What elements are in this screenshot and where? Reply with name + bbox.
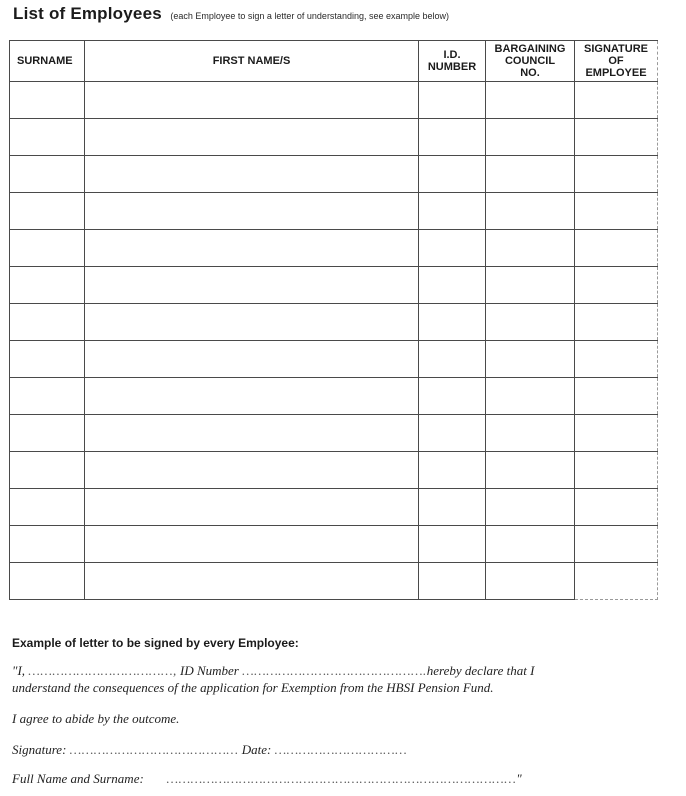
id-number-cell <box>419 526 486 563</box>
header-signature-of-employee: SIGNATURE OF EMPLOYEE <box>575 41 658 82</box>
bargaining-council-cell <box>486 230 575 267</box>
id-number-blank: ………………………………………. <box>242 663 427 678</box>
bargaining-council-cell <box>486 82 575 119</box>
first-names-cell <box>85 452 419 489</box>
first-names-cell <box>85 378 419 415</box>
signature-blank: …………………………………… <box>69 742 239 757</box>
first-names-cell <box>85 82 419 119</box>
id-number-cell <box>419 156 486 193</box>
surname-cell <box>10 119 85 156</box>
id-number-cell <box>419 119 486 156</box>
bargaining-council-cell <box>486 378 575 415</box>
bargaining-council-cell <box>486 415 575 452</box>
id-number-cell <box>419 415 486 452</box>
first-names-cell <box>85 526 419 563</box>
full-name-line: Full Name and Surname: ……………………………………………………………………………" <box>12 771 522 786</box>
signature-cell <box>575 563 658 600</box>
surname-cell <box>10 304 85 341</box>
surname-cell <box>10 230 85 267</box>
signature-cell <box>575 341 658 378</box>
table-row <box>10 563 658 600</box>
signature-cell <box>575 119 658 156</box>
first-names-cell <box>85 415 419 452</box>
page-title <box>13 4 449 24</box>
table-header-row <box>10 41 658 82</box>
first-names-cell <box>85 489 419 526</box>
header-first-names: FIRST NAME/S <box>85 41 419 82</box>
signature-date-line: Signature: …………………………………… Date: …………………………… <box>12 742 408 757</box>
table-row <box>10 526 658 563</box>
full-name-blank: …………………………………………………………………………… <box>166 771 517 786</box>
signature-cell <box>575 452 658 489</box>
surname-cell <box>10 563 85 600</box>
surname-cell <box>10 415 85 452</box>
name-blank: ………………………………, <box>28 663 177 678</box>
bargaining-council-cell <box>486 452 575 489</box>
first-names-cell <box>85 119 419 156</box>
bargaining-council-cell <box>486 341 575 378</box>
table-body <box>10 82 658 600</box>
table-row <box>10 267 658 304</box>
id-number-cell <box>419 489 486 526</box>
table-row <box>10 304 658 341</box>
surname-cell <box>10 452 85 489</box>
table-row <box>10 378 658 415</box>
signature-cell <box>575 193 658 230</box>
signature-cell <box>575 304 658 341</box>
bargaining-council-cell <box>486 193 575 230</box>
header-id-number: I.D. NUMBER <box>419 41 486 82</box>
id-number-cell <box>419 267 486 304</box>
signature-cell <box>575 489 658 526</box>
table-row <box>10 489 658 526</box>
header-surname: SURNAME <box>10 41 85 82</box>
bargaining-council-cell <box>486 156 575 193</box>
title-main: List of Employees <box>13 4 162 23</box>
bargaining-council-cell <box>486 304 575 341</box>
first-names-cell <box>85 193 419 230</box>
table-row <box>10 156 658 193</box>
declaration-line-1: "I, ………………………………, ID Number ……………………………………….hereby declare that I <box>12 663 535 678</box>
signature-cell <box>575 415 658 452</box>
first-names-cell <box>85 304 419 341</box>
bargaining-council-cell <box>486 526 575 563</box>
table-row <box>10 193 658 230</box>
table-row <box>10 119 658 156</box>
bargaining-council-cell <box>486 267 575 304</box>
table-row <box>10 452 658 489</box>
signature-cell <box>575 526 658 563</box>
table-row <box>10 341 658 378</box>
first-names-cell <box>85 230 419 267</box>
signature-cell <box>575 267 658 304</box>
signature-cell <box>575 378 658 415</box>
bargaining-council-cell <box>486 119 575 156</box>
table-row <box>10 230 658 267</box>
id-number-cell <box>419 378 486 415</box>
first-names-cell <box>85 156 419 193</box>
surname-cell <box>10 82 85 119</box>
declaration-line-2: understand the consequences of the application for Exemption from the HBSI Pension Fund. <box>12 680 494 695</box>
surname-cell <box>10 526 85 563</box>
bargaining-council-cell <box>486 489 575 526</box>
header-bargaining-council-no: BARGAINING COUNCIL NO. <box>486 41 575 82</box>
id-number-cell <box>419 341 486 378</box>
id-number-cell <box>419 563 486 600</box>
first-names-cell <box>85 563 419 600</box>
id-number-cell <box>419 452 486 489</box>
employee-table <box>9 40 658 600</box>
signature-cell <box>575 82 658 119</box>
signature-cell <box>575 230 658 267</box>
table-row <box>10 415 658 452</box>
surname-cell <box>10 341 85 378</box>
agreement-line: I agree to abide by the outcome. <box>12 711 180 726</box>
surname-cell <box>10 156 85 193</box>
title-note: (each Employee to sign a letter of understanding, see example below) <box>170 11 450 21</box>
first-names-cell <box>85 341 419 378</box>
surname-cell <box>10 267 85 304</box>
date-blank: …………………………… <box>274 742 408 757</box>
signature-cell <box>575 156 658 193</box>
id-number-cell <box>419 193 486 230</box>
surname-cell <box>10 378 85 415</box>
table-row <box>10 82 658 119</box>
first-names-cell <box>85 267 419 304</box>
example-letter <box>12 636 672 787</box>
bargaining-council-cell <box>486 563 575 600</box>
surname-cell <box>10 193 85 230</box>
id-number-cell <box>419 230 486 267</box>
surname-cell <box>10 489 85 526</box>
id-number-cell <box>419 82 486 119</box>
id-number-cell <box>419 304 486 341</box>
example-heading: Example of letter to be signed by every Employee: <box>12 636 299 650</box>
